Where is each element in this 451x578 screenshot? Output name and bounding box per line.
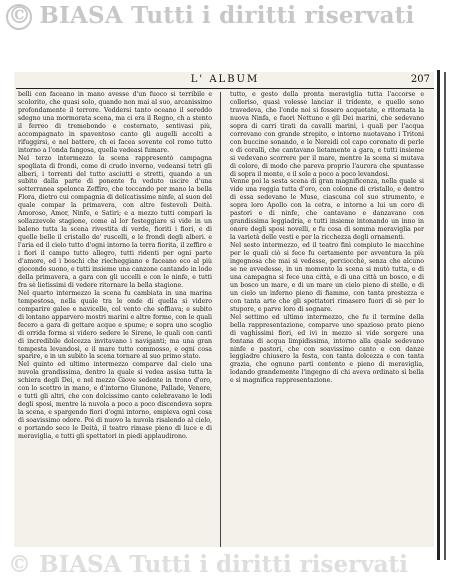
column-divider (220, 92, 221, 547)
page-header (16, 74, 434, 88)
page-spine-edge (437, 70, 440, 560)
page-number: 207 (410, 74, 430, 85)
header-rule (16, 88, 434, 89)
paragraph: Nel sesto intermezzo, ed il teatro finì compiuto le macchine per le quali ciò si fece fu certamente per avventura la più ingegnosa che mai si vedesse, perciocchè, senza che alcuno se ne avvedesse, in un momento la scena si mutò tutta, e di una campagna si fece una città, e di una città un bosco, e di un bosco un mare, e di un mare un cielo pieno di stelle, e di un cielo un inferno pieno di fiamme, con tanta prestezza e con tanta arte che gli spettatori rimasero fuori di sè per lo stupore, e parve loro di sognare. (230, 242, 424, 313)
text-column-left (18, 91, 212, 547)
text-column-right (230, 91, 424, 547)
paragraph: Nel settimo ed ultimo intermezzo, che fu il termine della bella rappresentazione, comparve uno spazioso prato pieno di vaghissimi fiori, ed ivi in mezzo si vide sorgere una fontana di acqua limpidissima, intorno alla quale sedevano ninfe e pastori, che con soavissimo canto e con danze leggiadre chiusero la festa, con tanta dolcezza e con tanta grazia, che ognuno partì contento e pieno di meraviglia, lodando grandemente l'ingegno di chi aveva ordinato sì bella e sì magnifica rappresentazione. (230, 313, 424, 385)
watermark-bottom: © BIASA Tutti i diritti riservati (8, 551, 408, 578)
paragraph: belli con faceano in mano avesse d'un fuoco si terribile e scolorito, che quasi solo, quando non mai al suo, arcanissimo profondamente il terrore. Veddersi tanto oceano il sereddo sdegno una mormorata scena, ma ci era il Regno, ch a stento il ferreo di tremebondo e costernato, sentivasi più, accompagnato in spaventoso canto gli augelli accolti a rifuggirsi, e nel battere, ch ei facea sovente col romo tutto intorno a l'onda fangosa, quella vedeasi fumare. (18, 91, 212, 154)
paragraph: Venne poi la sesta scena di gran magnificenza, nella quale si vide una reggia tutta d'oro, con colonne di cristallo, e dentro di essa sedevano le Muse, ciascuna col suo strumento, e sopra loro Apollo con la cetra, e intorno a lui un coro di pastori e di ninfe, che cantavano e danzavano con grandissima leggiadria, e tutti insieme intonando un inno in onore degli sposi novelli, e fu cosa di somma meraviglia per la varietà delle vesti e per la ricchezza degli ornamenti. (230, 178, 424, 242)
paragraph: Nel terzo intermezzo la scena rappresentò campagna spogliata di frondi, come di crudo inverno, vedeansi tetri gli alberi, i torrenti del tutto asciutti e stretti, quando a un subito dalla parte di ponente fu veduto uscire d'una sotterranea spelonca Zeffiro, che toccando per mano la bella Flora, dietro cui compagnia di delicatissime ninfe, al suon del quale compar la primavera, con altre festevoli Deità. Amoroso, Amor, Ninfe, e Satiri; e a mezzo tutti compari la sollazzevole stagione, come al lor festeggiare si vide in un baleno tutta la scena rivestita di verde, fioriti i fiori, e di quelle belle il cristallo de' ruscelli, e le frondi degli alberi. e l'aria ed il cielo tutto d'ogni intorno la terra fiorita, il zeffiro e i fiori il campo tutto allegro, tutti ridenti per ogni parte d'amore, ed i boschi che riecheggiano e faceano eco al più giocondo suono, e tutti insieme una canzone cantando in lode della primavera, a gara con gli uccelli e con le ninfe, e tutti fra sè lietissimi di vedere ritornare la bella stagione. (18, 154, 212, 289)
running-title: L' ALBUM (190, 74, 260, 85)
paragraph: tutto, e gesto della pronta meraviglia tutta l'accorse e colleriso, quasi volesse lanciar il tridente, e quello sono travedeva, che l'onde noi si fossero acquetate, e ritornata la nuova Ninfa, e fuori Nettuno e gli Dei marini, che sedevano sopra di carri tirati da cavalli marini, i quali per l'acqua correvano con grande strepito, e intorno nuotavano i Tritoni con buccine sonando, e le Nereidi col capo coronato di perle e di coralli, che cantavano lietamente a gara, e tutti insieme si vedevano scorrere per il mare, mentre la scena si mutava di colore, di modo che pareva proprio l'aurora che spuntasse di sopra il monte, e il sole a poco a poco levandosi. (230, 91, 424, 178)
paragraph: Nel quinto ed ultimo intermezzo comparve dal cielo una nuvola grandissima, dentro la quale si vedea assisa tutta la schiera degli Dei, e nel mezzo Giove sedente in trono d'oro, con lo scettro in mano, e d'intorno Giunone, Pallade, Venere, e tutti gli altri, che con dolcissimo canto celebravano le lodi degli sposi, mentre la nuvola a poco a poco discendeva sopra la scena, e spargendo fiori d'ogni intorno, empieva ogni cosa di soavissimo odore. Poi di nuovo la nuvola risalendo al cielo, e portando seco le Deità, il teatro rimase pieno di luce e di meraviglia, e tutti gli spettatori in piedi applaudirono. (18, 361, 212, 440)
paragraph: Nel quarto intermezzo la scena fu cambiata in una marina tempestosa, nella quale tra le onde di quella si videro comparire galee e navicelle, col vento che soffiava; e subito di lontano apparvero mostri marini e altre forme, con le quali fecero a gara di gettare acque e spume; e sopra uno scoglio di orrida forma si videro sedere le Sirene, le quali con canti di incredibile dolcezza invitavano i naviganti; ma una gran tempesta levandosi, e il mare tutto commosso, e ogni cosa sparire, e in un subito la scena tornare al suo primo stato. (18, 289, 212, 361)
watermark-top: © BIASA Tutti i diritti riservati (8, 2, 415, 29)
page-spine-edge-outer (444, 72, 446, 560)
